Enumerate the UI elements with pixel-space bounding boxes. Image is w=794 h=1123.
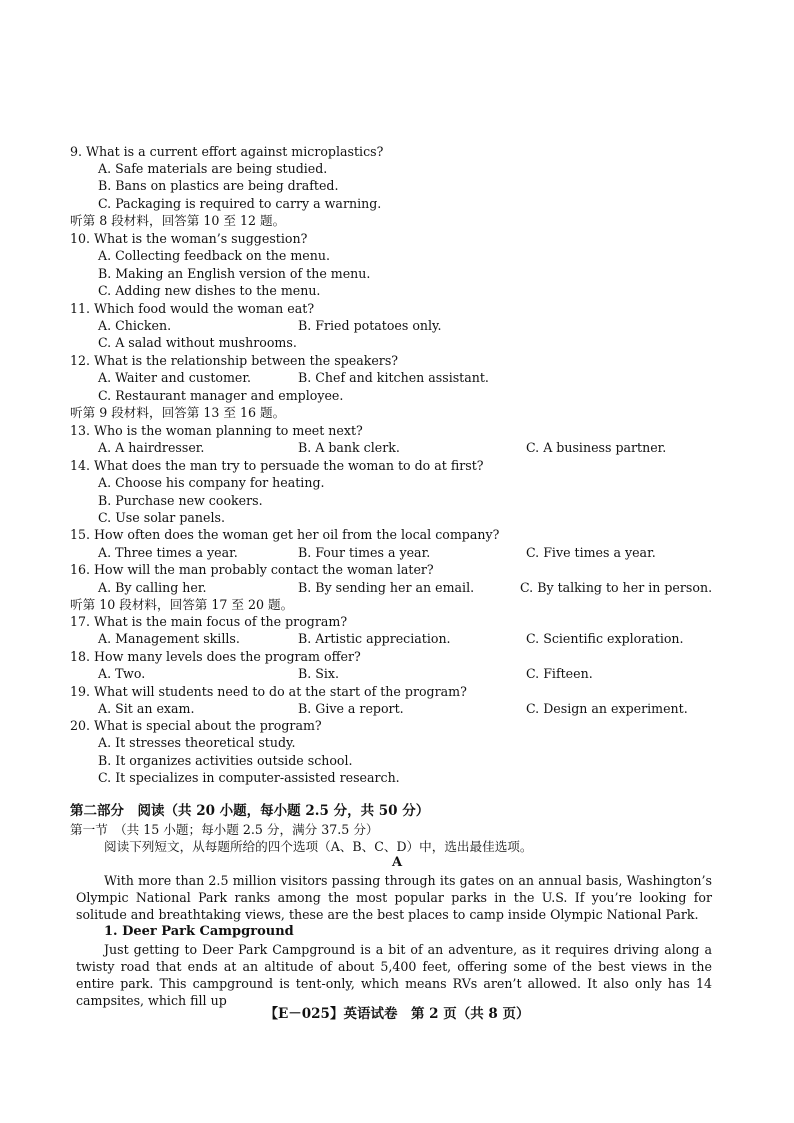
- option-11b: B. Fried potatoes only.: [298, 318, 442, 333]
- section-1-title: 第一节 （共 15 小题；每小题 2.5 分，满分 37.5 分）: [70, 822, 379, 837]
- option-13b: B. A bank clerk.: [298, 440, 400, 455]
- passage-subheading-1: 1. Deer Park Campground: [104, 924, 294, 939]
- question-15: 15. How often does the woman get her oil from the local company?: [70, 527, 500, 542]
- question-14: 14. What does the man try to persuade the woman to do at first?: [70, 458, 484, 473]
- option-18c: C. Fifteen.: [526, 666, 593, 681]
- option-20b: B. It organizes activities outside school.: [98, 753, 353, 768]
- option-10a: A. Collecting feedback on the menu.: [98, 248, 330, 263]
- page-footer: 【E－025】英语试卷 第 2 页（共 8 页）: [264, 1006, 530, 1022]
- option-18b: B. Six.: [298, 666, 340, 681]
- option-13c: C. A business partner.: [526, 440, 667, 455]
- question-13: 13. Who is the woman planning to meet next?: [70, 423, 363, 438]
- option-11c: C. A salad without mushrooms.: [98, 335, 297, 350]
- passage-paragraph-2: Just getting to Deer Park Campground is a bit of an adventure, as it requires driving along a twisty road that ends at an altitude of about 5,400 feet, offering some of the best views in the entire park. This campground is tent-only, which means RVs aren’t allowed. It also only has 14 campsites, which fill up: [76, 942, 712, 1008]
- question-16: 16. How will the man probably contact the woman later?: [70, 562, 434, 577]
- option-17b: B. Artistic appreciation.: [298, 631, 451, 646]
- option-20c: C. It specializes in computer-assisted research.: [98, 770, 400, 785]
- question-11: 11. Which food would the woman eat?: [70, 301, 315, 316]
- question-20: 20. What is special about the program?: [70, 718, 322, 733]
- option-14c: C. Use solar panels.: [98, 510, 225, 525]
- option-11a: A. Chicken.: [98, 318, 172, 333]
- option-17c: C. Scientific exploration.: [526, 631, 684, 646]
- option-9a: A. Safe materials are being studied.: [98, 161, 328, 176]
- option-15c: C. Five times a year.: [526, 545, 656, 560]
- option-12b: B. Chef and kitchen assistant.: [298, 370, 489, 385]
- option-16a: A. By calling her.: [98, 580, 207, 595]
- option-12c: C. Restaurant manager and employee.: [98, 388, 344, 403]
- passage-paragraph-1: With more than 2.5 million visitors passing through its gates on an annual basis, Washington’s Olympic National Park ranks among the most popular parks in the U.S. If you’re looking for solitude and breathtaking views, these are the best places to camp inside Olympic National Park.: [76, 873, 712, 922]
- question-18: 18. How many levels does the program offer?: [70, 649, 361, 664]
- option-13a: A. A hairdresser.: [98, 440, 205, 455]
- option-15a: A. Three times a year.: [98, 545, 238, 560]
- option-19c: C. Design an experiment.: [526, 701, 688, 716]
- option-10b: B. Making an English version of the menu.: [98, 266, 371, 281]
- option-19a: A. Sit an exam.: [98, 701, 195, 716]
- option-20a: A. It stresses theoretical study.: [98, 735, 296, 750]
- material-9-instruction: 听第 9 段材料，回答第 13 至 16 题。: [70, 405, 286, 420]
- option-14a: A. Choose his company for heating.: [98, 475, 325, 490]
- option-16c: C. By talking to her in person.: [520, 580, 713, 595]
- option-19b: B. Give a report.: [298, 701, 404, 716]
- material-8-instruction: 听第 8 段材料，回答第 10 至 12 题。: [70, 213, 286, 228]
- question-10: 10. What is the woman’s suggestion?: [70, 231, 308, 246]
- question-12: 12. What is the relationship between the speakers?: [70, 353, 399, 368]
- option-10c: C. Adding new dishes to the menu.: [98, 283, 321, 298]
- option-12a: A. Waiter and customer.: [98, 370, 252, 385]
- question-19: 19. What will students need to do at the start of the program?: [70, 684, 467, 699]
- option-18a: A. Two.: [98, 666, 146, 681]
- option-9b: B. Bans on plastics are being drafted.: [98, 178, 339, 193]
- question-9: 9. What is a current effort against microplastics?: [70, 144, 384, 159]
- option-15b: B. Four times a year.: [298, 545, 431, 560]
- option-14b: B. Purchase new cookers.: [98, 493, 263, 508]
- material-10-instruction: 听第 10 段材料，回答第 17 至 20 题。: [70, 597, 294, 612]
- question-17: 17. What is the main focus of the program?: [70, 614, 348, 629]
- option-16b: B. By sending her an email.: [298, 580, 475, 595]
- option-9c: C. Packaging is required to carry a warning.: [98, 196, 382, 211]
- reading-instruction: 阅读下列短文，从每题所给的四个选项（A、B、C、D）中，选出最佳选项。: [104, 839, 533, 854]
- passage-letter: A: [391, 855, 403, 870]
- option-17a: A. Management skills.: [98, 631, 240, 646]
- part-2-title: 第二部分 阅读（共 20 小题，每小题 2.5 分，共 50 分）: [70, 803, 430, 819]
